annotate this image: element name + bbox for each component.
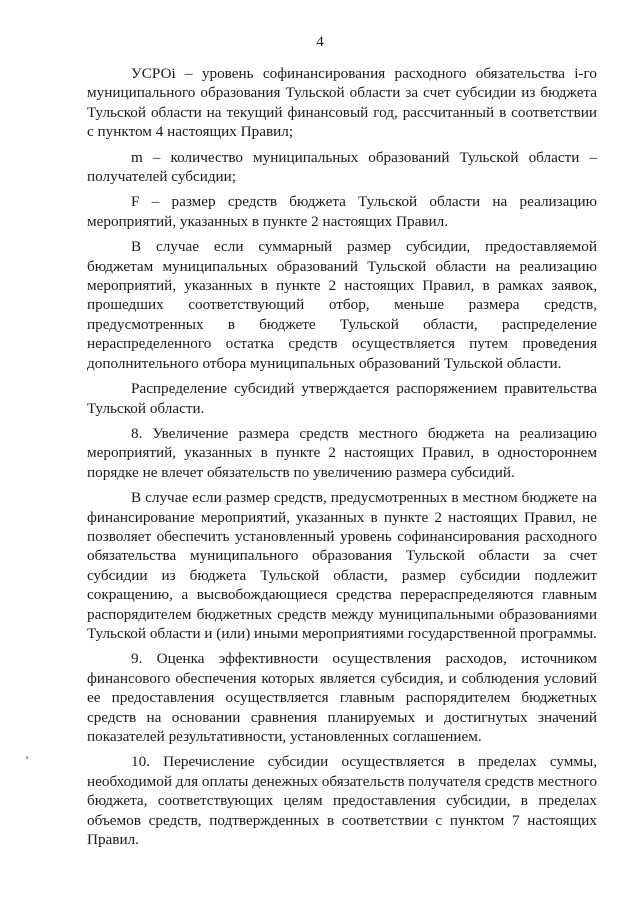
paragraph-additional-selection: В случае если суммарный размер субсидии, предоставляемой бюджетам муниципальных образований Тульской области на реализацию мероприятий, указанных в пункте 2 настоящих Правил, в рамках заявок, прошедших соответствующий отбор, меньше размера средств, предусмотренных в бюджете Тульской области, распределение нераспределенного остатка средств осуществляется путем проведения дополнительного отбора муниципальных образований Тульской области.	[87, 238, 597, 372]
paragraph-reduction: В случае если размер средств, предусмотренных в местном бюджете на финансирование мероприятий, указанных в пункте 2 настоящих Правил, не позволяет обеспечить установленный уровень софинансирования расходного обязательства муниципального образования Тульской области за счет субсидии из бюджета Тульской области, размер субсидии подлежит сокращению, а высвобождающиеся средства перераспределяются главным распорядителем бюджетных средств между муниципальными образованиями Тульской области и (или) иными мероприятиями государственной программы.	[87, 489, 597, 642]
paragraph-usro-definition: УСРОi – уровень софинансирования расходного обязательства i-го муниципального образования Тульской области за счет субсидии из бюджета Тульской области на текущий финансовый год, рассчитанный в соответствии с пунктом 4 настоящих Правил;	[87, 65, 597, 141]
document-body	[87, 64, 597, 849]
paragraph-m-definition: m – количество муниципальных образований Тульской области – получателей субсидии;	[87, 148, 597, 186]
paragraph-item-8: 8. Увеличение размера средств местного бюджета на реализацию мероприятий, указанных в пункте 2 настоящих Правил, в одностороннем порядке не влечет обязательств по увеличению размера субсидий.	[87, 424, 597, 481]
paragraph-item-10: 10. Перечисление субсидии осуществляется в пределах суммы, необходимой для оплаты денежных обязательств получателя средств местного бюджета, соответствующих целям предоставления субсидии, в пределах объемов средств, подтвержденных в соответствии с пунктом 7 настоящих Правил.	[87, 753, 597, 849]
page-number: 4	[316, 34, 324, 50]
scan-speck	[26, 756, 28, 759]
paragraph-f-definition: F – размер средств бюджета Тульской области на реализацию мероприятий, указанных в пункте 2 настоящих Правил.	[87, 193, 597, 230]
paragraph-distribution-approval: Распределение субсидий утверждается распоряжением правительства Тульской области.	[87, 380, 597, 417]
paragraph-item-9: 9. Оценка эффективности осуществления расходов, источником финансового обеспечения которых является субсидия, и соблюдения условий ее предоставления осуществляется главным распорядителем бюджетных средств на основании сравнения планируемых и достигнутых значений показателей результативности, установленных соглашением.	[87, 650, 597, 745]
